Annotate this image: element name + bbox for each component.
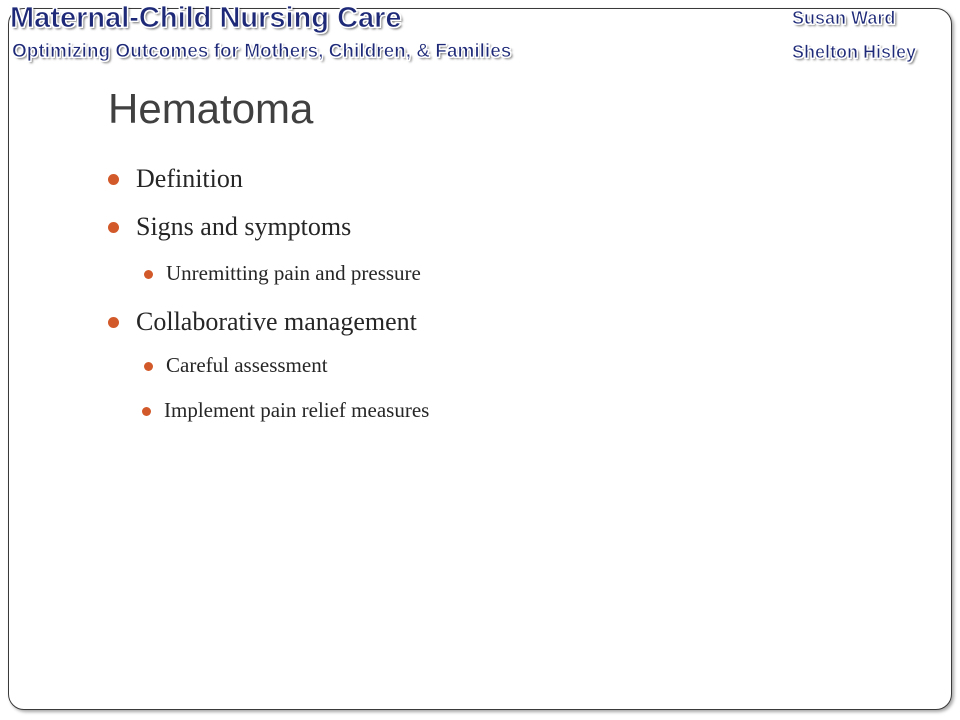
bullet-item-collaborative-management bbox=[136, 309, 417, 335]
bullet-item-definition bbox=[136, 166, 243, 192]
author-name-1: Susan Ward bbox=[792, 8, 896, 28]
bullet-dot-icon bbox=[108, 222, 119, 233]
author-name-2: Shelton Hisley bbox=[792, 42, 917, 62]
bullet-text: Unremitting pain and pressure bbox=[166, 261, 421, 285]
bullet-text: Implement pain relief measures bbox=[164, 398, 430, 422]
bullet-dot-icon bbox=[142, 407, 151, 416]
sub-bullet-item-pain-relief bbox=[164, 400, 429, 421]
bullet-text: Signs and symptoms bbox=[136, 212, 352, 241]
bullet-text: Careful assessment bbox=[166, 353, 328, 377]
book-subtitle: Optimizing Outcomes for Mothers, Children, & Families bbox=[12, 41, 512, 62]
bullet-dot-icon bbox=[144, 270, 153, 279]
slide-title: Hematoma bbox=[108, 85, 314, 132]
bullet-dot-icon bbox=[144, 362, 153, 371]
book-title: Maternal-Child Nursing Care bbox=[10, 2, 402, 34]
bullet-dot-icon bbox=[108, 317, 119, 328]
bullet-dot-icon bbox=[108, 174, 119, 185]
bullet-text: Collaborative management bbox=[136, 307, 417, 336]
sub-bullet-item-careful-assessment bbox=[166, 355, 328, 376]
bullet-item-signs-and-symptoms bbox=[136, 214, 351, 240]
sub-bullet-item-unremitting-pain bbox=[166, 263, 421, 284]
bullet-text: Definition bbox=[136, 164, 243, 193]
